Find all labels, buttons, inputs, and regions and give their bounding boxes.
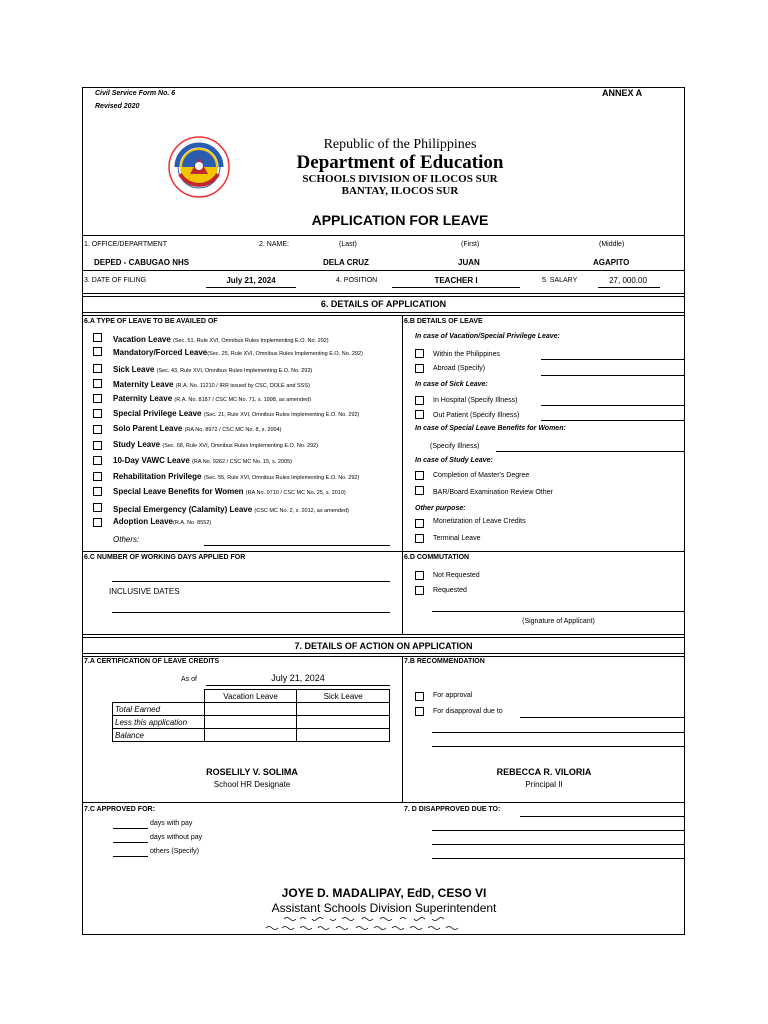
position-label: 4. POSITION	[336, 277, 378, 284]
name-label: 2. NAME:	[259, 241, 289, 248]
leave-type-solo-parent: Solo Parent Leave (RA No. 8972 / CSC MC No. 8, s. 2004)	[113, 424, 282, 433]
checkbox-adoption-leave[interactable]	[93, 518, 102, 527]
days-without-pay-field[interactable]	[113, 842, 148, 843]
checkbox-in-hospital[interactable]	[415, 396, 424, 405]
checkbox-sick-leave[interactable]	[93, 364, 102, 373]
checkbox-monetization[interactable]	[415, 519, 424, 528]
study-heading: In case of Study Leave:	[415, 457, 493, 464]
checkbox-rehabilitation-privilege[interactable]	[93, 472, 102, 481]
checkbox-vawc-leave[interactable]	[93, 456, 102, 465]
row-less-application: Less this application	[113, 716, 205, 729]
monetization-label: Monetization of Leave Credits	[433, 518, 526, 525]
annex-label: ANNEX A	[602, 88, 643, 98]
revised-label: Revised 2020	[95, 103, 140, 110]
division-address: BANTAY, ILOCOS SUR	[341, 185, 459, 197]
checkbox-masters[interactable]	[415, 471, 424, 480]
leave-type-special-emergency: Special Emergency (Calamity) Leave (CSC MC No. 2, s. 2012, as amended)	[113, 505, 349, 514]
applicant-signature-label: (Signature of Applicant)	[522, 618, 595, 625]
abroad-label: Abroad (Specify)	[433, 365, 486, 372]
checkbox-bar-review[interactable]	[415, 486, 424, 495]
leave-type-special-women: Special Leave Benefits for Women (RA No. 9710 / CSC MC No. 25, s. 2010)	[113, 487, 346, 496]
disapproval-reason-field[interactable]	[520, 717, 685, 718]
in-hospital-field[interactable]	[541, 405, 685, 406]
asds-title: Assistant Schools Division Superintendent	[271, 901, 497, 915]
salary-label: 5. SALARY	[542, 277, 578, 284]
principal-name: REBECCA R. VILORIA	[496, 767, 592, 777]
specify-illness-label: (Specify Illness)	[430, 443, 480, 450]
checkbox-requested[interactable]	[415, 586, 424, 595]
leave-type-maternity: Maternity Leave (R.A. No. 11210 / IRR issued by CSC, DOLE and SSS)	[113, 380, 310, 389]
table-header-vacation: Vacation Leave	[204, 690, 297, 703]
checkbox-special-privilege-leave[interactable]	[93, 409, 102, 418]
others-label: Others:	[113, 535, 140, 544]
table-header-sick: Sick Leave	[297, 690, 390, 703]
cell-sick-total[interactable]	[297, 703, 390, 716]
for-approval-label: For approval	[433, 692, 473, 699]
checkbox-special-leave-women[interactable]	[93, 487, 102, 496]
bar-label: BAR/Board Examination Review Other	[433, 489, 553, 496]
deped-seal	[168, 136, 230, 198]
cell-sick-balance[interactable]	[297, 729, 390, 742]
abroad-field[interactable]	[541, 375, 685, 376]
last-name-label: (Last)	[339, 241, 357, 248]
position-value[interactable]: TEACHER I	[434, 276, 478, 285]
middle-name-value[interactable]: AGAPITO	[593, 258, 630, 267]
checkbox-terminal-leave[interactable]	[415, 534, 424, 543]
office-value[interactable]: DEPED - CABUGAO NHS	[94, 258, 190, 267]
others-specify-field[interactable]	[113, 856, 148, 857]
leave-type-rehabilitation: Rehabilitation Privilege (Sec. 55, Rule XVI, Omnibus Rules Implementing E.O. No. 292)	[113, 472, 360, 481]
leave-type-sick: Sick Leave (Sec. 43, Rule XVI, Omnibus Rules Implementing E.O. No. 292)	[113, 365, 313, 374]
baybayin-script-graphic	[262, 915, 472, 933]
days-without-pay-label: days without pay	[150, 834, 203, 841]
hr-signatory-title: School HR Designate	[213, 780, 291, 789]
leave-type-special-privilege: Special Privilege Leave (Sec. 21, Rule XVI, Omnibus Rules Implementing E.O. No. 292)	[113, 409, 360, 418]
within-ph-label: Within the Philippines	[433, 351, 500, 358]
checkbox-vacation-leave[interactable]	[93, 333, 102, 342]
section-6d-title: 6.D COMMUTATION	[404, 554, 470, 561]
republic-line: Republic of the Philippines	[323, 137, 477, 152]
disapproval-reason-line-2[interactable]	[432, 732, 685, 733]
salary-value[interactable]: 27, 000.00	[609, 276, 647, 285]
cell-vacation-balance[interactable]	[204, 729, 297, 742]
others-field[interactable]	[204, 545, 390, 546]
row-balance: Balance	[113, 729, 205, 742]
leave-type-study: Study Leave (Sec. 68, Rule XVI, Omnibus Rules Implementing E.O. No. 292)	[113, 440, 318, 449]
working-days-field[interactable]	[112, 581, 390, 582]
disapproved-reason-line-3[interactable]	[432, 844, 685, 845]
in-hospital-label: In Hospital (Specify Illness)	[433, 397, 518, 404]
applicant-signature-line[interactable]	[432, 611, 685, 612]
disapproved-reason-line-2[interactable]	[432, 830, 685, 831]
days-with-pay-label: days with pay	[150, 820, 193, 827]
specify-illness-field[interactable]	[496, 451, 685, 452]
checkbox-out-patient[interactable]	[415, 410, 424, 419]
leave-type-paternity: Paternity Leave (R.A. No. 8187 / CSC MC No. 71, s. 1998, as amended)	[113, 394, 312, 403]
masters-label: Completion of Master's Degree	[433, 472, 530, 479]
middle-name-label: (Middle)	[599, 241, 625, 248]
for-disapproval-label: For disapproval due to	[433, 708, 503, 715]
table-header-cell	[113, 690, 205, 703]
hr-signatory-name: ROSELILY V. SOLIMA	[206, 767, 298, 777]
table-header-row	[113, 690, 390, 703]
section-7d-title: 7. D DISAPPROVED DUE TO:	[404, 806, 501, 813]
checkbox-study-leave[interactable]	[93, 441, 102, 450]
sick-heading: In case of Sick Leave:	[415, 381, 488, 388]
cell-vacation-less[interactable]	[204, 716, 297, 729]
disapproved-reason-line-4[interactable]	[432, 858, 685, 859]
section-6c-title: 6.C NUMBER OF WORKING DAYS APPLIED FOR	[84, 554, 246, 561]
cell-vacation-total[interactable]	[204, 703, 297, 716]
office-label: 1. OFFICE/DEPARTMENT	[84, 241, 167, 248]
checkbox-special-emergency-leave[interactable]	[93, 503, 102, 512]
section-7c-title: 7.C APPROVED FOR:	[84, 806, 155, 813]
checkbox-maternity-leave[interactable]	[93, 379, 102, 388]
table-row	[113, 703, 390, 716]
checkbox-within-ph[interactable]	[415, 349, 424, 358]
checkbox-for-disapproval[interactable]	[415, 707, 424, 716]
as-of-value[interactable]: July 21, 2024	[271, 673, 325, 683]
not-requested-label: Not Requested	[433, 572, 480, 579]
date-of-filing-value[interactable]: July 21, 2024	[226, 276, 276, 285]
first-name-value[interactable]: JUAN	[458, 258, 480, 267]
requested-label: Requested	[433, 587, 467, 594]
row-total-earned: Total Earned	[113, 703, 205, 716]
checkbox-not-requested[interactable]	[415, 571, 424, 580]
checkbox-solo-parent-leave[interactable]	[93, 425, 102, 434]
disapproval-reason-line-3[interactable]	[432, 746, 685, 747]
principal-title: Principal II	[525, 780, 563, 789]
division-name: SCHOOLS DIVISION OF ILOCOS SUR	[302, 173, 498, 185]
last-name-value[interactable]: DELA CRUZ	[323, 258, 369, 267]
out-patient-field[interactable]	[541, 420, 685, 421]
checkbox-mandatory-leave[interactable]	[93, 347, 102, 356]
vacation-heading: In case of Vacation/Special Privilege Leave:	[415, 333, 560, 340]
table-row	[113, 716, 390, 729]
table-row	[113, 729, 390, 742]
leave-credits-table	[112, 689, 390, 742]
asds-name: JOYE D. MADALIPAY, EdD, CESO VI	[281, 886, 487, 900]
inclusive-dates-label: INCLUSIVE DATES	[109, 587, 180, 596]
others-specify-label: others (Specify)	[150, 848, 200, 855]
date-of-filing-label: 3. DATE OF FILING	[84, 277, 147, 284]
inclusive-dates-field[interactable]	[112, 612, 390, 613]
checkbox-paternity-leave[interactable]	[93, 394, 102, 403]
department-name: Department of Education	[296, 152, 504, 173]
form-title: APPLICATION FOR LEAVE	[311, 212, 489, 228]
disapproved-reason-field[interactable]	[520, 816, 685, 817]
women-heading: In case of Special Leave Benefits for Women:	[415, 425, 566, 432]
out-patient-label: Out Patient (Specify Illness)	[433, 412, 520, 419]
section-6-title: 6. DETAILS OF APPLICATION	[320, 299, 447, 309]
section-6b-title: 6.B DETAILS OF LEAVE	[404, 318, 483, 325]
leave-type-vacation: Vacation Leave (Sec. 51, Rule XVI, Omnibus Rules Implementing E.O. No. 292)	[113, 335, 329, 344]
section-7b-title: 7.B RECOMMENDATION	[404, 658, 485, 665]
leave-type-vawc: 10-Day VAWC Leave (RA No. 9262 / CSC MC No. 15, s. 2005)	[113, 456, 292, 465]
checkbox-for-approval[interactable]	[415, 692, 424, 701]
first-name-label: (First)	[461, 241, 480, 248]
section-7a-title: 7.A CERTIFICATION OF LEAVE CREDITS	[84, 658, 220, 665]
days-with-pay-field[interactable]	[113, 828, 148, 829]
checkbox-abroad[interactable]	[415, 364, 424, 373]
other-purpose-heading: Other purpose:	[415, 505, 466, 512]
leave-type-adoption: Adoption Leave(R.A. No. 8552)	[113, 517, 212, 526]
form-number: Civil Service Form No. 6	[95, 90, 176, 97]
cell-sick-less[interactable]	[297, 716, 390, 729]
terminal-leave-label: Terminal Leave	[433, 535, 481, 542]
section-6a-title: 6.A TYPE OF LEAVE TO BE AVAILED OF	[84, 318, 218, 325]
section-7-title: 7. DETAILS OF ACTION ON APPLICATION	[294, 641, 473, 651]
leave-type-mandatory: Mandatory/Forced Leave(Sec. 25, Rule XVI, Omnibus Rules Implementing E.O. No. 292)	[113, 348, 363, 357]
within-ph-field[interactable]	[541, 359, 685, 360]
as-of-label: As of	[181, 676, 197, 683]
